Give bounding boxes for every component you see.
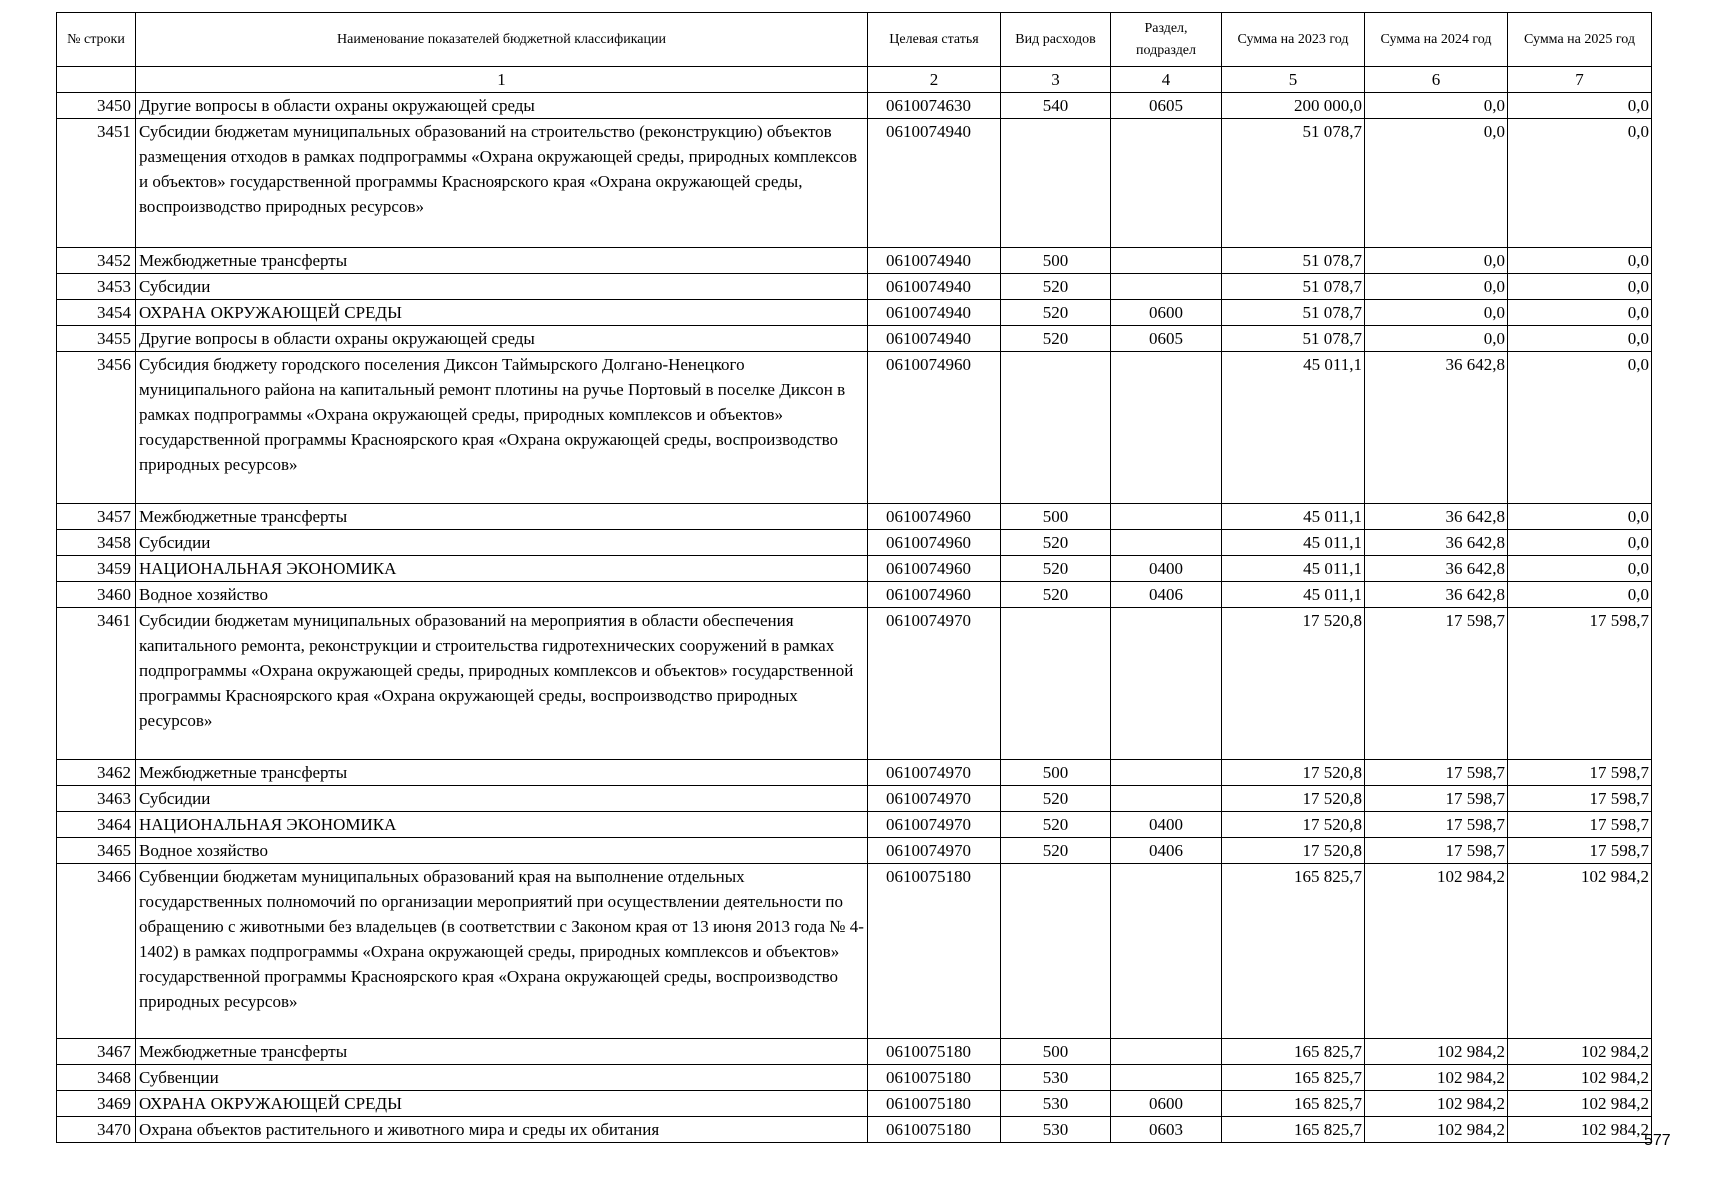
row-sum-2024: 102 984,2 bbox=[1365, 1117, 1508, 1143]
row-sum-2023: 165 825,7 bbox=[1222, 1091, 1365, 1117]
row-target-code: 0610074960 bbox=[868, 582, 1001, 608]
table-body bbox=[57, 93, 1652, 1143]
row-section-code: 0400 bbox=[1111, 812, 1222, 838]
row-sum-2025: 102 984,2 bbox=[1508, 1117, 1652, 1143]
row-target-code: 0610074970 bbox=[868, 786, 1001, 812]
row-sum-2024: 36 642,8 bbox=[1365, 582, 1508, 608]
row-sum-2023: 45 011,1 bbox=[1222, 530, 1365, 556]
row-sum-2023: 165 825,7 bbox=[1222, 864, 1365, 1039]
row-section-code bbox=[1111, 864, 1222, 1039]
table-row bbox=[57, 582, 1652, 608]
row-sum-2025: 0,0 bbox=[1508, 274, 1652, 300]
table-row bbox=[57, 1091, 1652, 1117]
row-sum-2024: 0,0 bbox=[1365, 93, 1508, 119]
row-name: Другие вопросы в области охраны окружающей среды bbox=[136, 93, 868, 119]
row-sum-2023: 165 825,7 bbox=[1222, 1065, 1365, 1091]
row-section-code bbox=[1111, 760, 1222, 786]
row-number: 3463 bbox=[57, 786, 136, 812]
row-sum-2025: 17 598,7 bbox=[1508, 786, 1652, 812]
row-number: 3458 bbox=[57, 530, 136, 556]
row-expense-kind: 500 bbox=[1001, 504, 1111, 530]
row-section-code: 0600 bbox=[1111, 1091, 1222, 1117]
row-sum-2024: 17 598,7 bbox=[1365, 838, 1508, 864]
row-target-code: 0610074960 bbox=[868, 530, 1001, 556]
row-sum-2024: 0,0 bbox=[1365, 300, 1508, 326]
row-name: Субсидии бюджетам муниципальных образований на мероприятия в области обеспечения капитального ремонта, реконструкции и строительства гидротехнических сооружений в рамках подпрограммы «Охрана окружающей среды, природных комплексов и объектов» государственной программы Красноярского края «Охрана окружающей среды, воспроизводство природных ресурсов» bbox=[136, 608, 868, 760]
row-sum-2025: 0,0 bbox=[1508, 352, 1652, 504]
row-target-code: 0610074960 bbox=[868, 556, 1001, 582]
row-number: 3469 bbox=[57, 1091, 136, 1117]
column-number: 5 bbox=[1222, 67, 1365, 93]
row-sum-2024: 17 598,7 bbox=[1365, 812, 1508, 838]
row-expense-kind: 500 bbox=[1001, 248, 1111, 274]
table-row bbox=[57, 1065, 1652, 1091]
row-target-code: 0610074970 bbox=[868, 812, 1001, 838]
header-name: Наименование показателей бюджетной классификации bbox=[136, 13, 868, 67]
row-number: 3460 bbox=[57, 582, 136, 608]
row-sum-2025: 0,0 bbox=[1508, 93, 1652, 119]
row-expense-kind: 520 bbox=[1001, 812, 1111, 838]
row-sum-2023: 51 078,7 bbox=[1222, 119, 1365, 248]
table-row bbox=[57, 760, 1652, 786]
row-expense-kind: 530 bbox=[1001, 1065, 1111, 1091]
row-name: ОХРАНА ОКРУЖАЮЩЕЙ СРЕДЫ bbox=[136, 300, 868, 326]
row-sum-2025: 17 598,7 bbox=[1508, 812, 1652, 838]
row-sum-2025: 17 598,7 bbox=[1508, 760, 1652, 786]
row-section-code: 0406 bbox=[1111, 838, 1222, 864]
row-sum-2025: 0,0 bbox=[1508, 119, 1652, 248]
header-kind: Вид расходов bbox=[1001, 13, 1111, 67]
row-number: 3467 bbox=[57, 1039, 136, 1065]
row-name: Субсидии bbox=[136, 530, 868, 556]
row-section-code bbox=[1111, 352, 1222, 504]
row-sum-2023: 165 825,7 bbox=[1222, 1117, 1365, 1143]
row-expense-kind: 520 bbox=[1001, 300, 1111, 326]
row-sum-2023: 45 011,1 bbox=[1222, 352, 1365, 504]
row-expense-kind: 520 bbox=[1001, 582, 1111, 608]
table-row bbox=[57, 248, 1652, 274]
row-section-code bbox=[1111, 786, 1222, 812]
row-name: Охрана объектов растительного и животного мира и среды их обитания bbox=[136, 1117, 868, 1143]
table-row bbox=[57, 326, 1652, 352]
row-target-code: 0610074970 bbox=[868, 838, 1001, 864]
row-number: 3470 bbox=[57, 1117, 136, 1143]
column-number: 2 bbox=[868, 67, 1001, 93]
row-section-code: 0406 bbox=[1111, 582, 1222, 608]
row-sum-2024: 102 984,2 bbox=[1365, 864, 1508, 1039]
row-expense-kind: 520 bbox=[1001, 786, 1111, 812]
row-expense-kind: 520 bbox=[1001, 530, 1111, 556]
page-number: 577 bbox=[1644, 1132, 1671, 1149]
row-sum-2024: 17 598,7 bbox=[1365, 786, 1508, 812]
row-sum-2023: 45 011,1 bbox=[1222, 582, 1365, 608]
row-sum-2023: 51 078,7 bbox=[1222, 248, 1365, 274]
row-target-code: 0610074940 bbox=[868, 248, 1001, 274]
row-expense-kind: 520 bbox=[1001, 326, 1111, 352]
row-target-code: 0610074970 bbox=[868, 608, 1001, 760]
row-name: Межбюджетные трансферты bbox=[136, 1039, 868, 1065]
row-sum-2024: 36 642,8 bbox=[1365, 352, 1508, 504]
table-row bbox=[57, 556, 1652, 582]
row-target-code: 0610074960 bbox=[868, 352, 1001, 504]
row-sum-2024: 0,0 bbox=[1365, 119, 1508, 248]
row-expense-kind bbox=[1001, 119, 1111, 248]
row-sum-2025: 102 984,2 bbox=[1508, 1039, 1652, 1065]
row-target-code: 0610074940 bbox=[868, 326, 1001, 352]
row-sum-2023: 17 520,8 bbox=[1222, 786, 1365, 812]
row-number: 3466 bbox=[57, 864, 136, 1039]
row-name: НАЦИОНАЛЬНАЯ ЭКОНОМИКА bbox=[136, 812, 868, 838]
row-expense-kind: 530 bbox=[1001, 1117, 1111, 1143]
row-expense-kind: 540 bbox=[1001, 93, 1111, 119]
row-number: 3468 bbox=[57, 1065, 136, 1091]
row-sum-2025: 0,0 bbox=[1508, 530, 1652, 556]
row-sum-2025: 0,0 bbox=[1508, 504, 1652, 530]
row-sum-2024: 102 984,2 bbox=[1365, 1091, 1508, 1117]
row-name: Водное хозяйство bbox=[136, 582, 868, 608]
header-row-no: № строки bbox=[57, 13, 136, 67]
row-sum-2023: 51 078,7 bbox=[1222, 300, 1365, 326]
row-sum-2025: 102 984,2 bbox=[1508, 1065, 1652, 1091]
row-section-code bbox=[1111, 608, 1222, 760]
table-row bbox=[57, 608, 1652, 760]
row-section-code: 0605 bbox=[1111, 93, 1222, 119]
row-section-code: 0600 bbox=[1111, 300, 1222, 326]
row-number: 3465 bbox=[57, 838, 136, 864]
row-sum-2023: 17 520,8 bbox=[1222, 608, 1365, 760]
row-expense-kind bbox=[1001, 352, 1111, 504]
row-target-code: 0610074630 bbox=[868, 93, 1001, 119]
row-name: Субсидии bbox=[136, 274, 868, 300]
row-sum-2024: 0,0 bbox=[1365, 274, 1508, 300]
row-section-code: 0603 bbox=[1111, 1117, 1222, 1143]
row-sum-2025: 17 598,7 bbox=[1508, 838, 1652, 864]
column-number-row bbox=[57, 67, 1652, 93]
row-section-code bbox=[1111, 274, 1222, 300]
row-sum-2023: 200 000,0 bbox=[1222, 93, 1365, 119]
row-target-code: 0610075180 bbox=[868, 1039, 1001, 1065]
table-row bbox=[57, 838, 1652, 864]
header-sum-2025: Сумма на 2025 год bbox=[1508, 13, 1652, 67]
row-section-code: 0400 bbox=[1111, 556, 1222, 582]
row-sum-2025: 0,0 bbox=[1508, 248, 1652, 274]
row-target-code: 0610075180 bbox=[868, 1091, 1001, 1117]
table-row bbox=[57, 812, 1652, 838]
row-sum-2024: 36 642,8 bbox=[1365, 504, 1508, 530]
table-row bbox=[57, 300, 1652, 326]
row-section-code bbox=[1111, 248, 1222, 274]
row-sum-2024: 102 984,2 bbox=[1365, 1039, 1508, 1065]
row-sum-2024: 0,0 bbox=[1365, 326, 1508, 352]
header-row bbox=[57, 13, 1652, 67]
row-sum-2023: 17 520,8 bbox=[1222, 760, 1365, 786]
row-sum-2024: 17 598,7 bbox=[1365, 760, 1508, 786]
row-number: 3450 bbox=[57, 93, 136, 119]
row-sum-2023: 51 078,7 bbox=[1222, 326, 1365, 352]
row-target-code: 0610074970 bbox=[868, 760, 1001, 786]
column-number: 6 bbox=[1365, 67, 1508, 93]
row-expense-kind: 520 bbox=[1001, 274, 1111, 300]
row-expense-kind: 500 bbox=[1001, 1039, 1111, 1065]
table-row bbox=[57, 1117, 1652, 1143]
row-sum-2025: 0,0 bbox=[1508, 582, 1652, 608]
row-name: Субсидии бюджетам муниципальных образований на строительство (реконструкцию) объектов размещения отходов в рамках подпрограммы «Охрана окружающей среды, природных комплексов и объектов» государственной программы Красноярского края «Охрана окружающей среды, воспроизводство природных ресурсов» bbox=[136, 119, 868, 248]
row-name: Другие вопросы в области охраны окружающей среды bbox=[136, 326, 868, 352]
row-name: НАЦИОНАЛЬНАЯ ЭКОНОМИКА bbox=[136, 556, 868, 582]
budget-table bbox=[56, 12, 1652, 1143]
row-expense-kind: 520 bbox=[1001, 838, 1111, 864]
row-section-code bbox=[1111, 530, 1222, 556]
row-number: 3455 bbox=[57, 326, 136, 352]
row-target-code: 0610075180 bbox=[868, 1065, 1001, 1091]
header-sum-2024: Сумма на 2024 год bbox=[1365, 13, 1508, 67]
row-expense-kind: 500 bbox=[1001, 760, 1111, 786]
row-sum-2023: 17 520,8 bbox=[1222, 812, 1365, 838]
row-sum-2025: 0,0 bbox=[1508, 326, 1652, 352]
column-number: 3 bbox=[1001, 67, 1111, 93]
row-expense-kind: 530 bbox=[1001, 1091, 1111, 1117]
header-sum-2023: Сумма на 2023 год bbox=[1222, 13, 1365, 67]
header-target: Целевая статья bbox=[868, 13, 1001, 67]
row-name: Субсидии bbox=[136, 786, 868, 812]
row-name: Субвенции бюджетам муниципальных образований края на выполнение отдельных государственных полномочий по организации мероприятий при осуществлении деятельности по обращению с животными без владельцев (в соответствии с Законом края от 13 июня 2013 года № 4-1402) в рамках подпрограммы «Охрана окружающей среды, природных комплексов и объектов» государственной программы Красноярского края «Охрана окружающей среды, воспроизводство природных ресурсов» bbox=[136, 864, 868, 1039]
row-section-code bbox=[1111, 1065, 1222, 1091]
column-number-empty bbox=[57, 67, 136, 93]
row-number: 3456 bbox=[57, 352, 136, 504]
table-row bbox=[57, 864, 1652, 1039]
row-number: 3459 bbox=[57, 556, 136, 582]
row-section-code: 0605 bbox=[1111, 326, 1222, 352]
row-number: 3453 bbox=[57, 274, 136, 300]
row-name: Межбюджетные трансферты bbox=[136, 248, 868, 274]
row-number: 3464 bbox=[57, 812, 136, 838]
row-sum-2023: 17 520,8 bbox=[1222, 838, 1365, 864]
table-row bbox=[57, 93, 1652, 119]
column-number: 1 bbox=[136, 67, 868, 93]
row-sum-2025: 0,0 bbox=[1508, 300, 1652, 326]
row-sum-2024: 0,0 bbox=[1365, 248, 1508, 274]
row-target-code: 0610074940 bbox=[868, 274, 1001, 300]
row-sum-2025: 102 984,2 bbox=[1508, 1091, 1652, 1117]
table-row bbox=[57, 1039, 1652, 1065]
row-target-code: 0610074960 bbox=[868, 504, 1001, 530]
row-section-code bbox=[1111, 1039, 1222, 1065]
row-number: 3452 bbox=[57, 248, 136, 274]
row-sum-2025: 102 984,2 bbox=[1508, 864, 1652, 1039]
row-expense-kind bbox=[1001, 608, 1111, 760]
row-name: Субсидия бюджету городского поселения Диксон Таймырского Долгано-Ненецкого муниципального района на капитальный ремонт плотины на ручье Портовый в поселке Диксон в рамках подпрограммы «Охрана окружающей среды, природных комплексов и объектов» государственной программы Красноярского края «Охрана окружающей среды, воспроизводство природных ресурсов» bbox=[136, 352, 868, 504]
row-number: 3462 bbox=[57, 760, 136, 786]
row-section-code bbox=[1111, 504, 1222, 530]
row-name: ОХРАНА ОКРУЖАЮЩЕЙ СРЕДЫ bbox=[136, 1091, 868, 1117]
row-sum-2024: 36 642,8 bbox=[1365, 556, 1508, 582]
row-expense-kind: 520 bbox=[1001, 556, 1111, 582]
row-number: 3461 bbox=[57, 608, 136, 760]
table-row bbox=[57, 352, 1652, 504]
row-sum-2023: 165 825,7 bbox=[1222, 1039, 1365, 1065]
table-row bbox=[57, 274, 1652, 300]
column-number: 7 bbox=[1508, 67, 1652, 93]
row-name: Межбюджетные трансферты bbox=[136, 760, 868, 786]
row-name: Водное хозяйство bbox=[136, 838, 868, 864]
row-number: 3457 bbox=[57, 504, 136, 530]
row-expense-kind bbox=[1001, 864, 1111, 1039]
row-number: 3454 bbox=[57, 300, 136, 326]
table-row bbox=[57, 504, 1652, 530]
row-number: 3451 bbox=[57, 119, 136, 248]
column-number: 4 bbox=[1111, 67, 1222, 93]
table-row bbox=[57, 786, 1652, 812]
row-sum-2025: 17 598,7 bbox=[1508, 608, 1652, 760]
row-name: Субвенции bbox=[136, 1065, 868, 1091]
row-sum-2023: 51 078,7 bbox=[1222, 274, 1365, 300]
row-sum-2024: 17 598,7 bbox=[1365, 608, 1508, 760]
row-name: Межбюджетные трансферты bbox=[136, 504, 868, 530]
row-sum-2024: 36 642,8 bbox=[1365, 530, 1508, 556]
row-target-code: 0610075180 bbox=[868, 864, 1001, 1039]
header-section: Раздел, подраздел bbox=[1111, 13, 1222, 67]
row-target-code: 0610075180 bbox=[868, 1117, 1001, 1143]
table-row bbox=[57, 530, 1652, 556]
row-sum-2023: 45 011,1 bbox=[1222, 556, 1365, 582]
row-target-code: 0610074940 bbox=[868, 119, 1001, 248]
row-sum-2023: 45 011,1 bbox=[1222, 504, 1365, 530]
row-sum-2024: 102 984,2 bbox=[1365, 1065, 1508, 1091]
row-section-code bbox=[1111, 119, 1222, 248]
row-target-code: 0610074940 bbox=[868, 300, 1001, 326]
table-row bbox=[57, 119, 1652, 248]
row-sum-2025: 0,0 bbox=[1508, 556, 1652, 582]
